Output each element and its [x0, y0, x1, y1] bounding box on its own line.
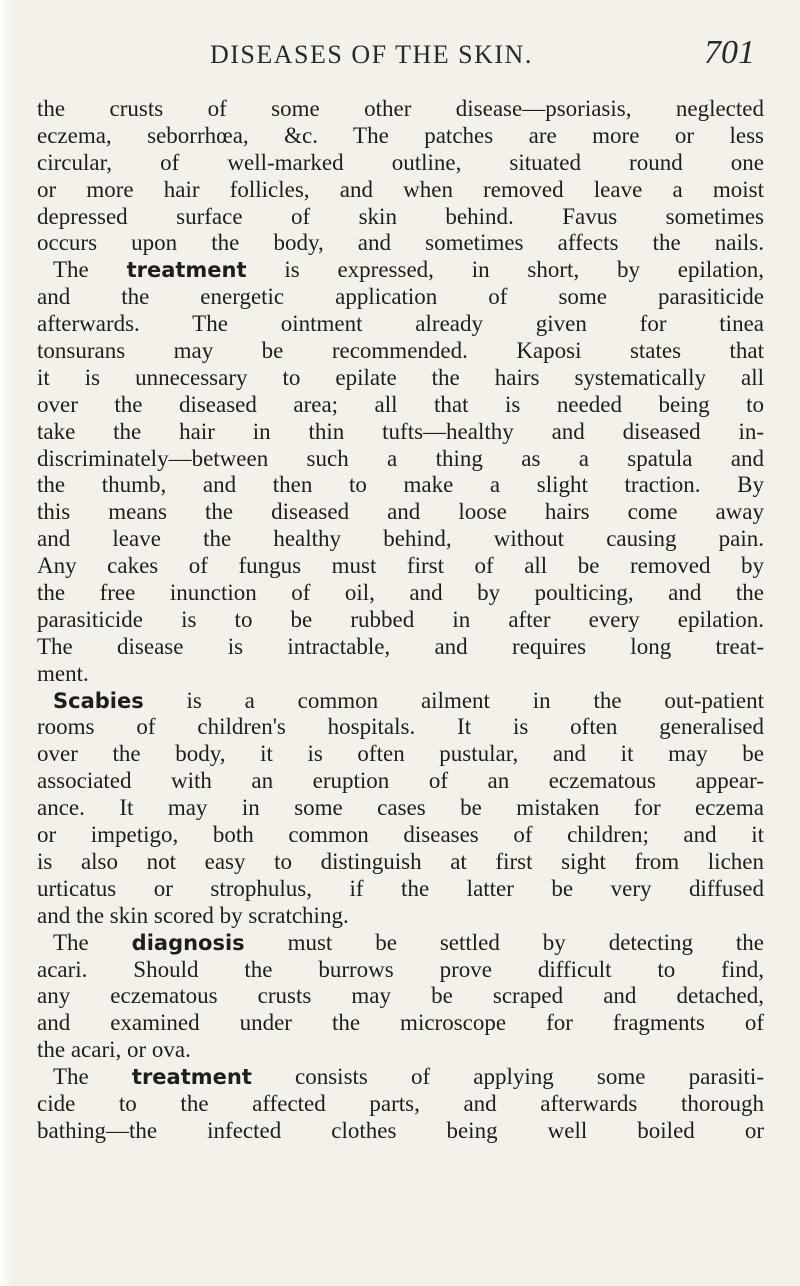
page-number: 701	[704, 34, 755, 71]
text-line: depressed surface of skin behind. Favus sometimes	[37, 203, 764, 229]
text-line: discriminately—between such a thing as a spatula and	[37, 445, 764, 471]
keyword-scabies: Scabies	[53, 688, 144, 713]
text-line: it is unnecessary to epilate the hairs systematically all	[37, 364, 764, 390]
text-line: bathing—the infected clothes being well boiled or	[37, 1117, 764, 1143]
text-line: and leave the healthy behind, without causing pain.	[37, 526, 764, 552]
text-run: The	[53, 1064, 132, 1090]
text-line: over the body, it is often pustular, and it may be	[37, 741, 764, 767]
text-run: must be settled by detecting the	[244, 929, 764, 955]
text-line: associated with an eruption of an eczematous appear-	[37, 768, 764, 794]
text-line: the thumb, and then to make a slight traction. By	[37, 472, 764, 498]
text-line: or more hair follicles, and when removed leave a moist	[37, 176, 764, 202]
text-line: this means the diseased and loose hairs come away	[37, 499, 764, 525]
text-line: take the hair in thin tufts—healthy and diseased in-	[37, 418, 764, 444]
text-line: circular, of well-marked outline, situated round one	[37, 149, 764, 175]
text-line: is also not easy to distinguish at first sight from lichen	[37, 848, 764, 874]
text-line	[37, 930, 764, 957]
text-line: cide to the affected parts, and afterwards thorough	[37, 1090, 764, 1116]
text-line: rooms of children's hospitals. It is often generalised	[37, 714, 764, 740]
text-line: parasiticide is to be rubbed in after every epilation.	[37, 606, 764, 632]
text-line	[37, 257, 764, 284]
text-line: the acari, or ova.	[37, 1037, 191, 1063]
text-line: acari. Should the burrows prove difficult to find,	[37, 956, 764, 982]
keyword-treatment: treatment	[131, 1065, 252, 1090]
text-run: is a common ailment in the out-patient	[143, 687, 764, 713]
text-line: the crusts of some other disease—psoriasis, neglected	[37, 96, 764, 121]
keyword-treatment: treatment	[126, 258, 247, 283]
running-head: DISEASES OF THE SKIN.	[210, 40, 533, 69]
text-line: any eczematous crusts may be scraped and detached,	[37, 983, 764, 1009]
text-line: The disease is intractable, and requires long treat-	[37, 633, 764, 659]
text-run: The	[53, 257, 127, 283]
text-line: over the diseased area; all that is needed being to	[37, 391, 764, 417]
text-line	[37, 688, 764, 715]
text-line: and the skin scored by scratching.	[37, 902, 349, 928]
text-run: is expressed, in short, by epilation,	[246, 257, 764, 283]
page-header	[0, 34, 800, 80]
body-text	[37, 96, 764, 1145]
text-line: ment.	[37, 660, 89, 686]
text-line: eczema, seborrhœa, &c. The patches are more or less	[37, 122, 764, 148]
text-run: consists of applying some parasiti-	[251, 1064, 764, 1090]
text-line: Any cakes of fungus must first of all be removed by	[37, 553, 764, 579]
text-line: urticatus or strophulus, if the latter be very diffused	[37, 875, 764, 901]
text-line: and examined under the microscope for fragments of	[37, 1010, 764, 1036]
text-line: occurs upon the body, and sometimes affects the nails.	[37, 230, 764, 256]
text-line: and the energetic application of some parasiticide	[37, 284, 764, 310]
text-line: ance. It may in some cases be mistaken for eczema	[37, 795, 764, 821]
text-run: The	[53, 929, 132, 955]
text-line: or impetigo, both common diseases of children; and it	[37, 822, 764, 848]
text-line: afterwards. The ointment already given for tinea	[37, 311, 764, 337]
text-line: the free inunction of oil, and by poulticing, and the	[37, 580, 764, 606]
text-line: tonsurans may be recommended. Kaposi states that	[37, 338, 764, 364]
keyword-diagnosis: diagnosis	[131, 930, 245, 955]
text-line	[37, 1064, 764, 1091]
page-edge-shadow	[0, 0, 12, 1286]
